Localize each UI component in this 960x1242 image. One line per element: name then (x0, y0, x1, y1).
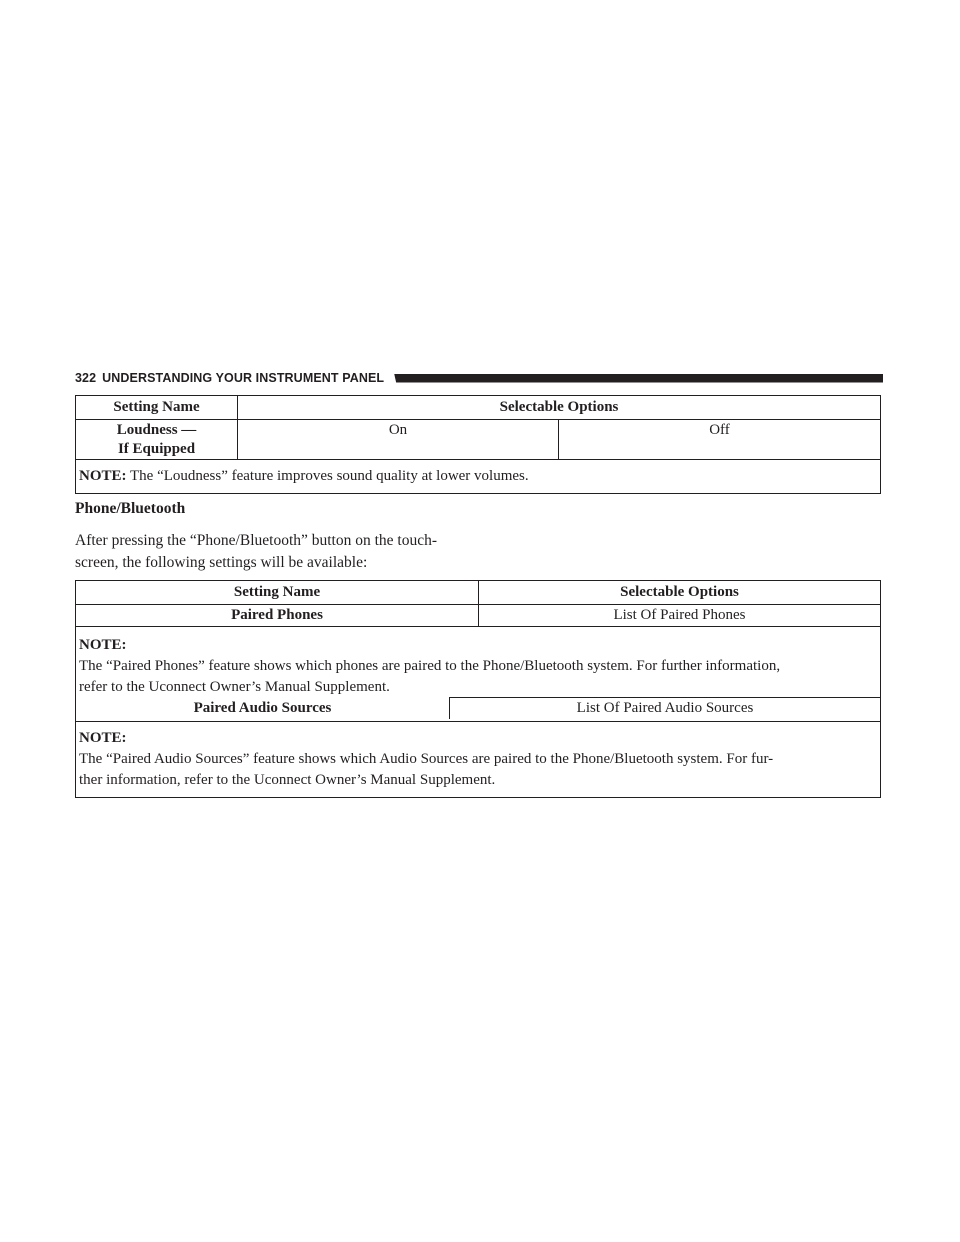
note-cell (76, 722, 881, 798)
note-line: The “Paired Phones” feature shows which phones are paired to the Phone/Bluetooth system. For further information, (79, 658, 781, 674)
section-heading: Phone/Bluetooth (75, 500, 186, 517)
setting-name-line: If Equipped (117, 441, 196, 457)
note-line: The “Paired Audio Sources” feature shows which Audio Sources are paired to the Phone/Bluetooth system. For fur- (79, 751, 774, 767)
setting-name-loudness (76, 420, 238, 460)
option-list-of-paired-audio-sources: List Of Paired Audio Sources (449, 697, 880, 719)
column-header-selectable-options: Selectable Options (238, 396, 881, 420)
setting-name-paired-phones: Paired Phones (76, 605, 479, 627)
option-on: On (238, 420, 559, 460)
table-header-row (76, 581, 881, 605)
table-header-row (76, 396, 881, 420)
option-list-of-paired-phones: List Of Paired Phones (479, 605, 881, 627)
note-label: NOTE: (79, 637, 127, 653)
loudness-settings-table (75, 395, 881, 494)
section-paragraph (75, 530, 475, 574)
note-text: The “Loudness” feature improves sound quality at lower volumes. (126, 468, 529, 484)
table-row (76, 420, 881, 460)
header-rule (394, 374, 883, 383)
column-header-setting-name: Setting Name (76, 581, 479, 605)
paired-audio-sources-row (76, 698, 880, 719)
setting-name-line: Loudness — (116, 422, 197, 438)
page-number: 322 (75, 371, 97, 385)
page-header (75, 370, 883, 386)
table-row (76, 605, 881, 627)
paragraph-line: screen, the following settings will be available: (75, 554, 368, 571)
phone-bluetooth-settings-table (75, 580, 881, 798)
paragraph-line: After pressing the “Phone/Bluetooth” button on the touch- (75, 532, 438, 549)
setting-name-paired-audio-sources: Paired Audio Sources (193, 700, 332, 716)
column-header-setting-name: Setting Name (76, 396, 238, 420)
note-row (76, 627, 881, 722)
option-off: Off (559, 420, 881, 460)
note-line: refer to the Uconnect Owner’s Manual Supplement. (79, 679, 390, 695)
note-line: ther information, refer to the Uconnect Owner’s Manual Supplement. (79, 772, 496, 788)
note-cell (76, 627, 881, 722)
note-row (76, 460, 881, 494)
note-label: NOTE: (79, 468, 127, 484)
note-label: NOTE: (79, 730, 127, 746)
note-row (76, 722, 881, 798)
section-title: UNDERSTANDING YOUR INSTRUMENT PANEL (102, 371, 385, 385)
note-cell (76, 460, 881, 494)
column-header-selectable-options: Selectable Options (479, 581, 881, 605)
